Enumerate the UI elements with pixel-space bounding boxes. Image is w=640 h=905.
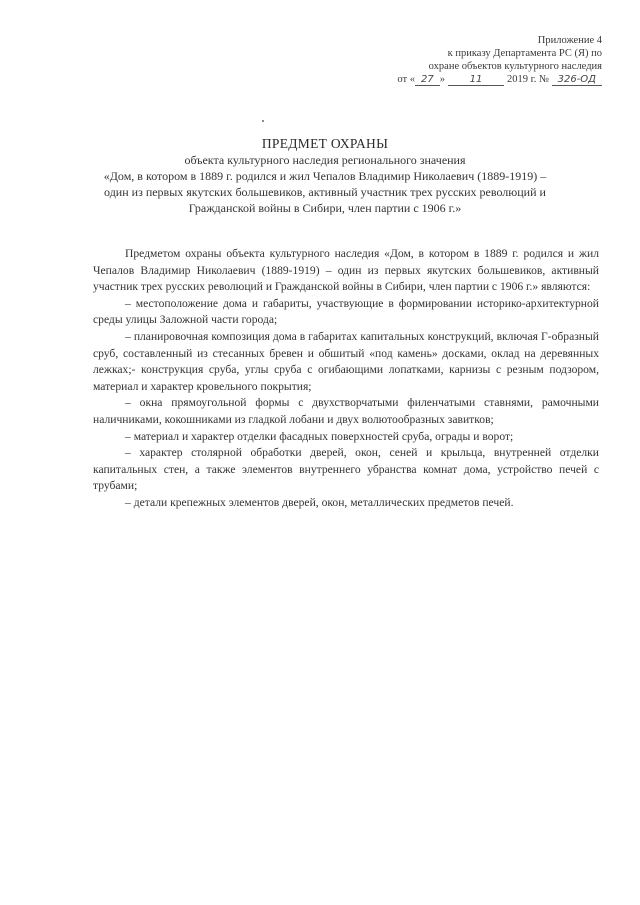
order-day: 27 bbox=[415, 74, 440, 86]
body-item-fastenings: – детали крепежных элементов дверей, окон, металлических предметов печей. bbox=[125, 495, 514, 509]
appendix-line-1: Приложение 4 bbox=[537, 35, 602, 46]
body-item-facade: – материал и характер отделки фасадных поверхностей сруба, ограды и ворот; bbox=[125, 429, 514, 443]
document-title: ПРЕДМЕТ ОХРАНЫ bbox=[261, 136, 389, 151]
subtitle-line: Гражданской войны в Сибири, член партии с 1906 г.» bbox=[188, 201, 462, 215]
body-item-joinery: – характер столярной обработки дверей, окон, сеней и крыльца, внутренней отделки капитальных стен, а также элементов внутреннего убранства комнат дома, устройство печей с трубами; bbox=[93, 446, 599, 493]
subtitle-line: объекта культурного наследия регионального значения bbox=[184, 153, 466, 167]
appendix-line-2: к приказу Департамента РС (Я) по bbox=[447, 48, 602, 59]
document-subtitle bbox=[100, 152, 550, 216]
order-month: 11 bbox=[448, 74, 505, 86]
appendix-line-3: охране объектов культурного наследия bbox=[428, 61, 602, 72]
date-mid: » bbox=[439, 74, 445, 85]
body-item-layout: – планировочная композиция дома в габаритах капитальных конструкций, включая Г-образный сруб, составленный из стесанных бревен и обшитый «под камень» досками, оклад на деревянных лежках;- конструкция сруба, углы сруба с огибающими лопатками, карнизы с резным подзором, материал и характер кровельного покрытия; bbox=[93, 329, 599, 393]
order-date-line bbox=[372, 73, 602, 86]
body-item-windows: – окна прямоугольной формы с двухстворчатыми филенчатыми ставнями, рамочными наличниками, кокошниками из гладкой лобани и двух волютообразных завитков; bbox=[93, 396, 599, 426]
appendix-note bbox=[372, 34, 602, 86]
body-item-location: – местоположение дома и габариты, участвующие в формировании историко-архитектурной среды улицы Заложной части города; bbox=[93, 296, 599, 327]
order-number: 326-ОД bbox=[552, 74, 602, 86]
order-year: 2019 г. № bbox=[506, 74, 549, 85]
date-prefix: от « bbox=[397, 74, 415, 85]
scan-speck bbox=[262, 120, 264, 122]
subtitle-line: один из первых якутских большевиков, активный участник трех русских революций и bbox=[104, 185, 546, 199]
subtitle-line: «Дом, в котором в 1889 г. родился и жил Чепалов Владимир Николаевич (1889-1919) – bbox=[103, 169, 547, 183]
body-paragraph-intro: Предметом охраны объекта культурного наследия «Дом, в котором в 1889 г. родился и жил Чепалов Владимир Николаевич (1889-1919) – один из первых якутских большевиков, активный участник трех русских революций и Гражданской войны в Сибири, член партии с 1906 г.» являются: bbox=[93, 247, 599, 294]
document-body bbox=[93, 246, 599, 512]
